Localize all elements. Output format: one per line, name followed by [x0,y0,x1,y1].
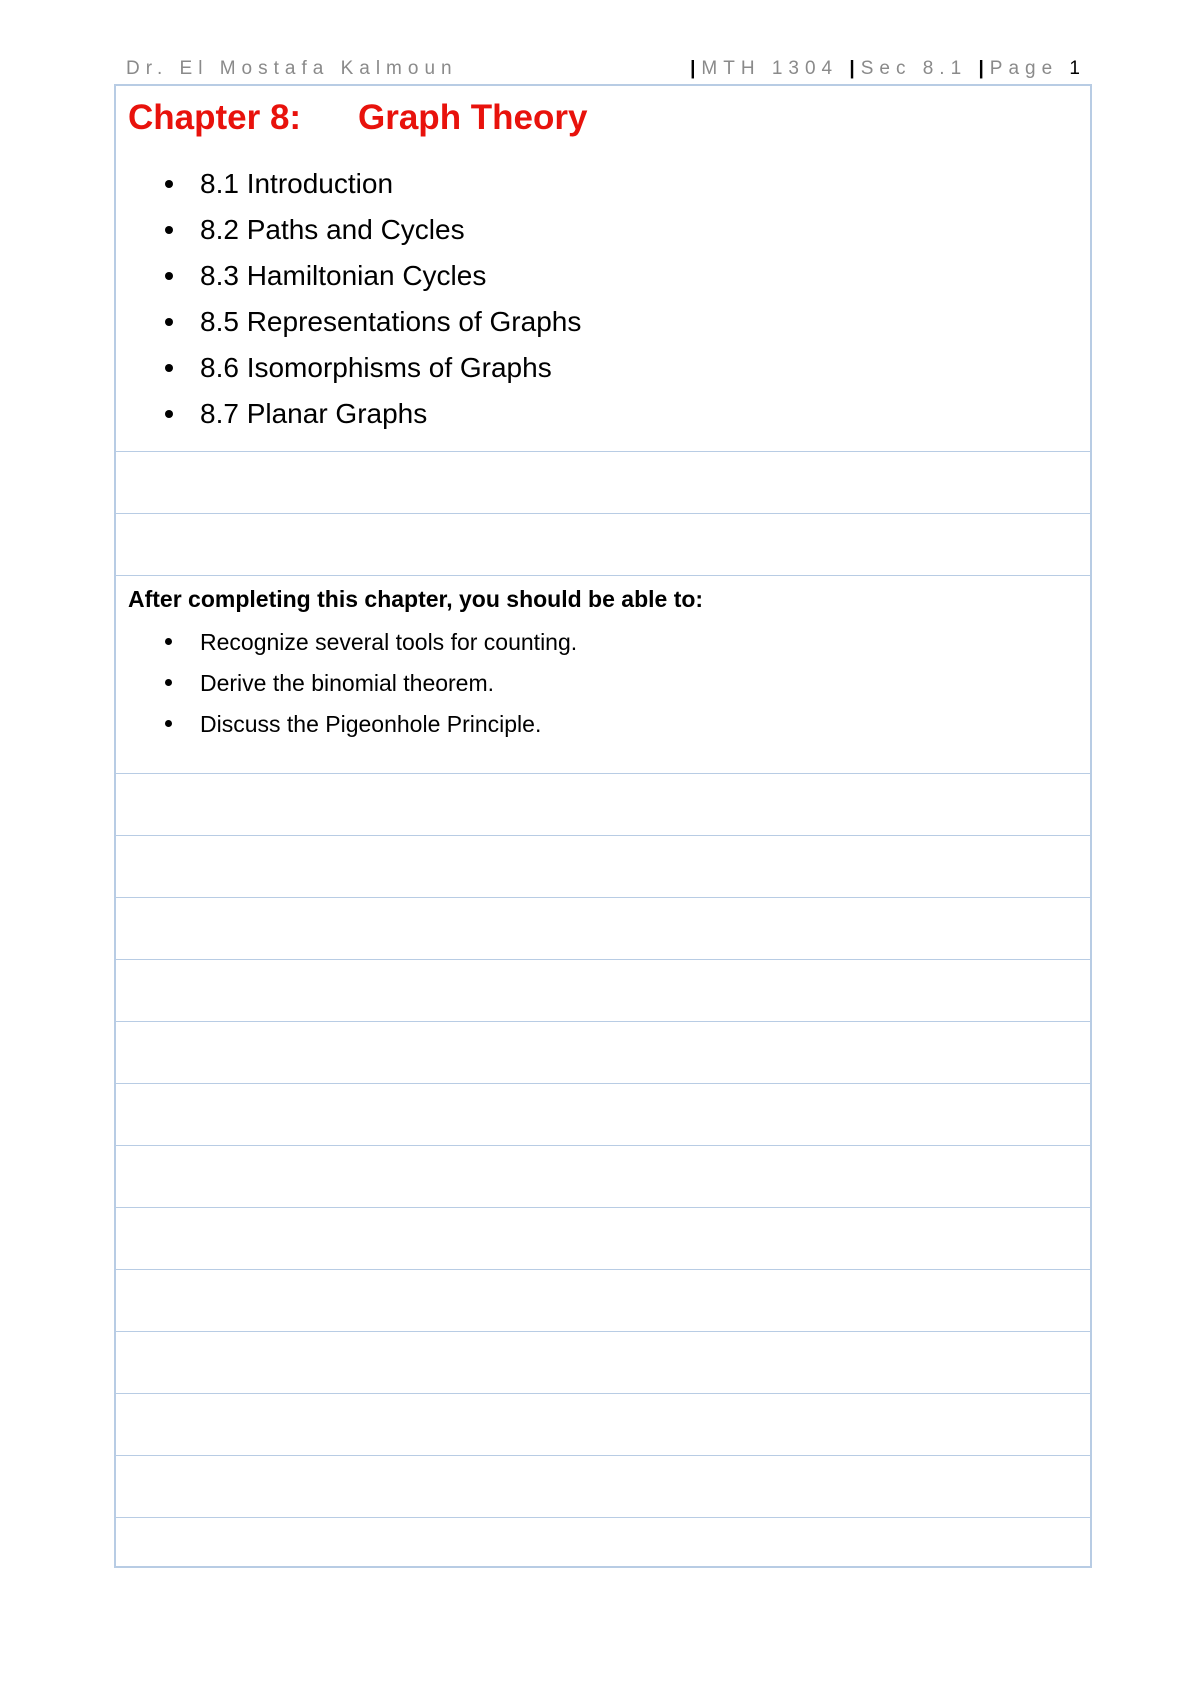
list-item: 8.1 Introduction [160,168,581,214]
list-item: 8.2 Paths and Cycles [160,214,581,260]
blank-rule-line [116,1456,1090,1518]
blank-rule-line [116,1270,1090,1332]
header-separator: | [690,58,696,79]
list-item: 8.3 Hamiltonian Cycles [160,260,581,306]
objectives-heading: After completing this chapter, you should be able to: [128,586,704,612]
blank-rule-line [116,514,1090,576]
blank-rule-line [116,898,1090,960]
page-number: 1 [1069,58,1086,79]
blank-rule-line [116,1084,1090,1146]
course-code: MTH 1304 [701,58,839,79]
blank-rule-line [116,1394,1090,1456]
author-name: Dr. El Mostafa Kalmoun [126,58,458,79]
list-item: Recognize several tools for counting. [160,628,577,669]
header-meta [690,58,1086,80]
chapter-title [128,98,588,138]
header-separator: | [849,58,855,79]
list-item: 8.5 Representations of Graphs [160,306,581,352]
chapter-label: Chapter 8: [128,98,302,137]
blank-rule-line [116,1146,1090,1208]
list-item: 8.6 Isomorphisms of Graphs [160,352,581,398]
objectives-list [160,628,577,751]
page-header [126,58,1086,86]
list-item: Derive the binomial theorem. [160,669,577,710]
blank-rule-line [116,960,1090,1022]
list-item: Discuss the Pigeonhole Principle. [160,710,577,751]
blank-rule-line [116,452,1090,514]
section-code: Sec 8.1 [860,58,968,79]
page-label: Page [989,58,1059,79]
blank-rule-line [116,1332,1090,1394]
chapter-overview [116,86,1090,452]
list-item: 8.7 Planar Graphs [160,398,581,444]
blank-rule-line [116,774,1090,836]
learning-objectives [116,576,1090,774]
lined-note-sheet [114,84,1092,1568]
blank-rule-line [116,836,1090,898]
header-separator: | [978,58,984,79]
blank-rule-line [116,1022,1090,1084]
blank-rule-line [116,1208,1090,1270]
section-list [160,168,581,444]
chapter-topic: Graph Theory [358,98,588,137]
